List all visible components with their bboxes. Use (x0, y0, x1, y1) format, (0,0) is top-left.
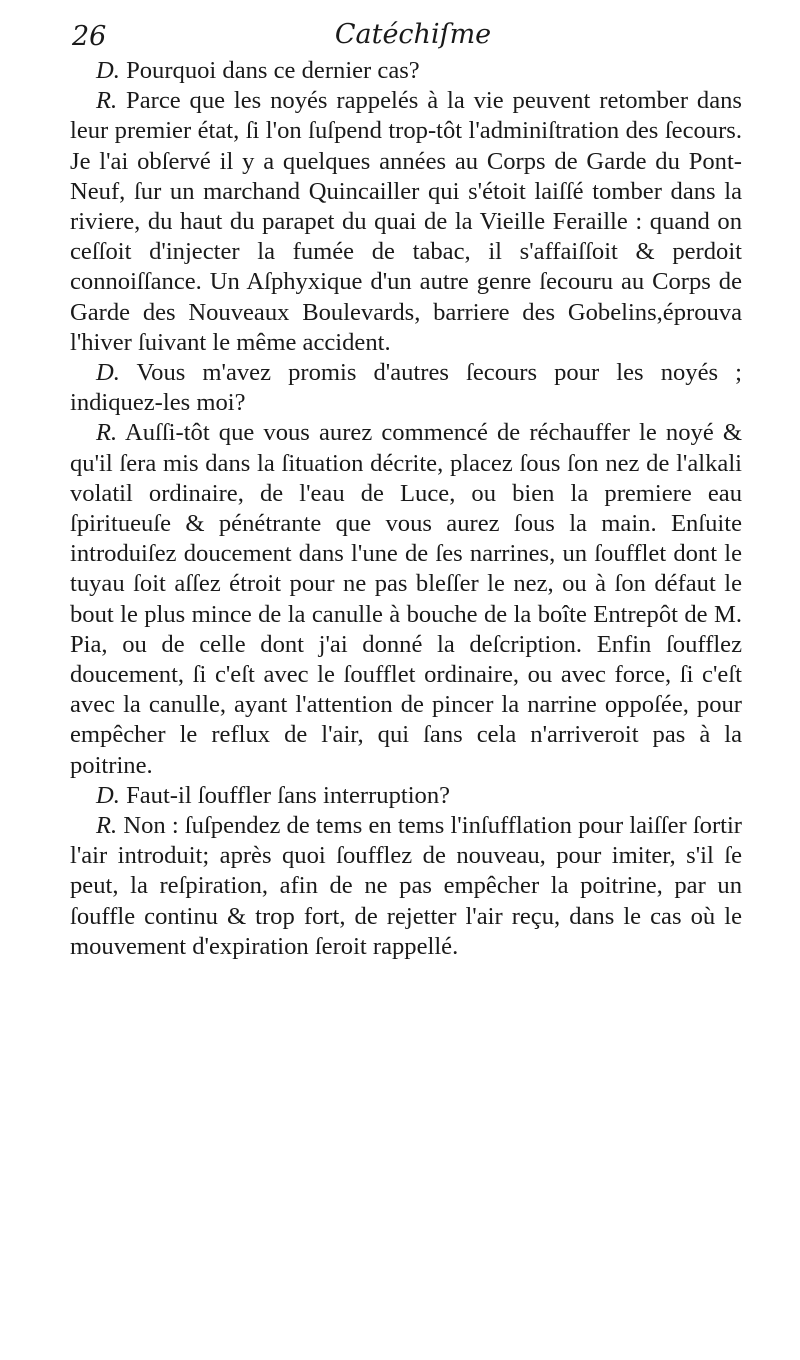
book-page (70, 14, 742, 962)
speaker-label: R. (96, 419, 118, 447)
speaker-label: D. (96, 781, 120, 809)
running-title: Catéchiſme (334, 19, 492, 50)
paragraph-text: Non : ſuſpendez de tems en tems l'inſufflation pour laiſſer ſortir l'air introduit; après quoi ſoufflez de nouveau, pour imiter, s'il ſe peut, la reſpiration, afin de ne pas empêcher la poitrine, par un ſouffle continu & trop fort, de rejetter l'air reçu, dans le cas où le mouvement d'expiration ſeroit rappellé. (70, 812, 742, 960)
paragraph-answer (70, 811, 742, 962)
running-head (70, 14, 742, 54)
paragraph-text: Auſſi-tôt que vous aurez commencé de réchauffer le noyé & qu'il ſera mis dans la ſituation décrite, placez ſous ſon nez de l'alkali volatil ordinaire, de l'eau de Luce, ou bien la premiere eau ſpiritueuſe & pénétrante que vous aurez ſous la main. Enſuite introduiſez doucement dans l'une de ſes narrines, un ſoufflet dont le tuyau ſoit aſſez étroit pour ne pas bleſſer le nez, ou à ſon défaut le bout le plus mince de la canulle à bouche de la boîte Entrepôt de M. Pia, ou de celle dont j'ai donné la deſcription. Enfin ſoufflez doucement, ſi c'eſt avec le ſoufflet ordinaire, ou avec force, ſi c'eſt avec la canulle, ayant l'attention de pincer la narrine oppoſée, pour empêcher le reflux de l'air, qui ſans cela n'arriveroit pas à la poitrine. (70, 419, 742, 779)
paragraph-text: Pourquoi dans ce dernier cas? (119, 57, 420, 84)
paragraph-text: Vous m'avez promis d'autres ſecours pour les noyés ; indiquez-les moi? (70, 359, 742, 417)
speaker-label: D. (96, 57, 120, 84)
body-text (70, 56, 742, 962)
paragraph-answer (70, 418, 742, 780)
speaker-label: R. (96, 812, 118, 840)
paragraph-text: Faut-il ſouffler ſans interruption? (119, 781, 451, 809)
paragraph-answer (70, 86, 742, 358)
speaker-label: D. (96, 359, 120, 387)
paragraph-question (70, 358, 742, 418)
page-number: 26 (72, 21, 107, 52)
paragraph-text: Parce que les noyés rappelés à la vie peuvent retomber dans leur premier état, ſi l'on ſuſpend trop-tôt l'adminiſtration des ſecours. Je l'ai obſervé il y a quelques années au Corps de Garde du Pont-Neuf, ſur un marchand Quincailler qui s'étoit laiſſé tomber dans la riviere, du haut du parapet du quai de la Vieille Feraille : quand on ceſſoit d'injecter la fumée de tabac, il s'affaiſſoit & perdoit connoiſſance. Un Aſphyxique d'un autre genre ſecouru au Corps de Garde des Nouveaux Boulevards, barriere des Gobelins,éprouva l'hiver ſuivant le même accident. (70, 87, 742, 356)
paragraph-question (70, 56, 742, 86)
paragraph-question (70, 781, 742, 811)
speaker-label: R. (96, 87, 118, 115)
